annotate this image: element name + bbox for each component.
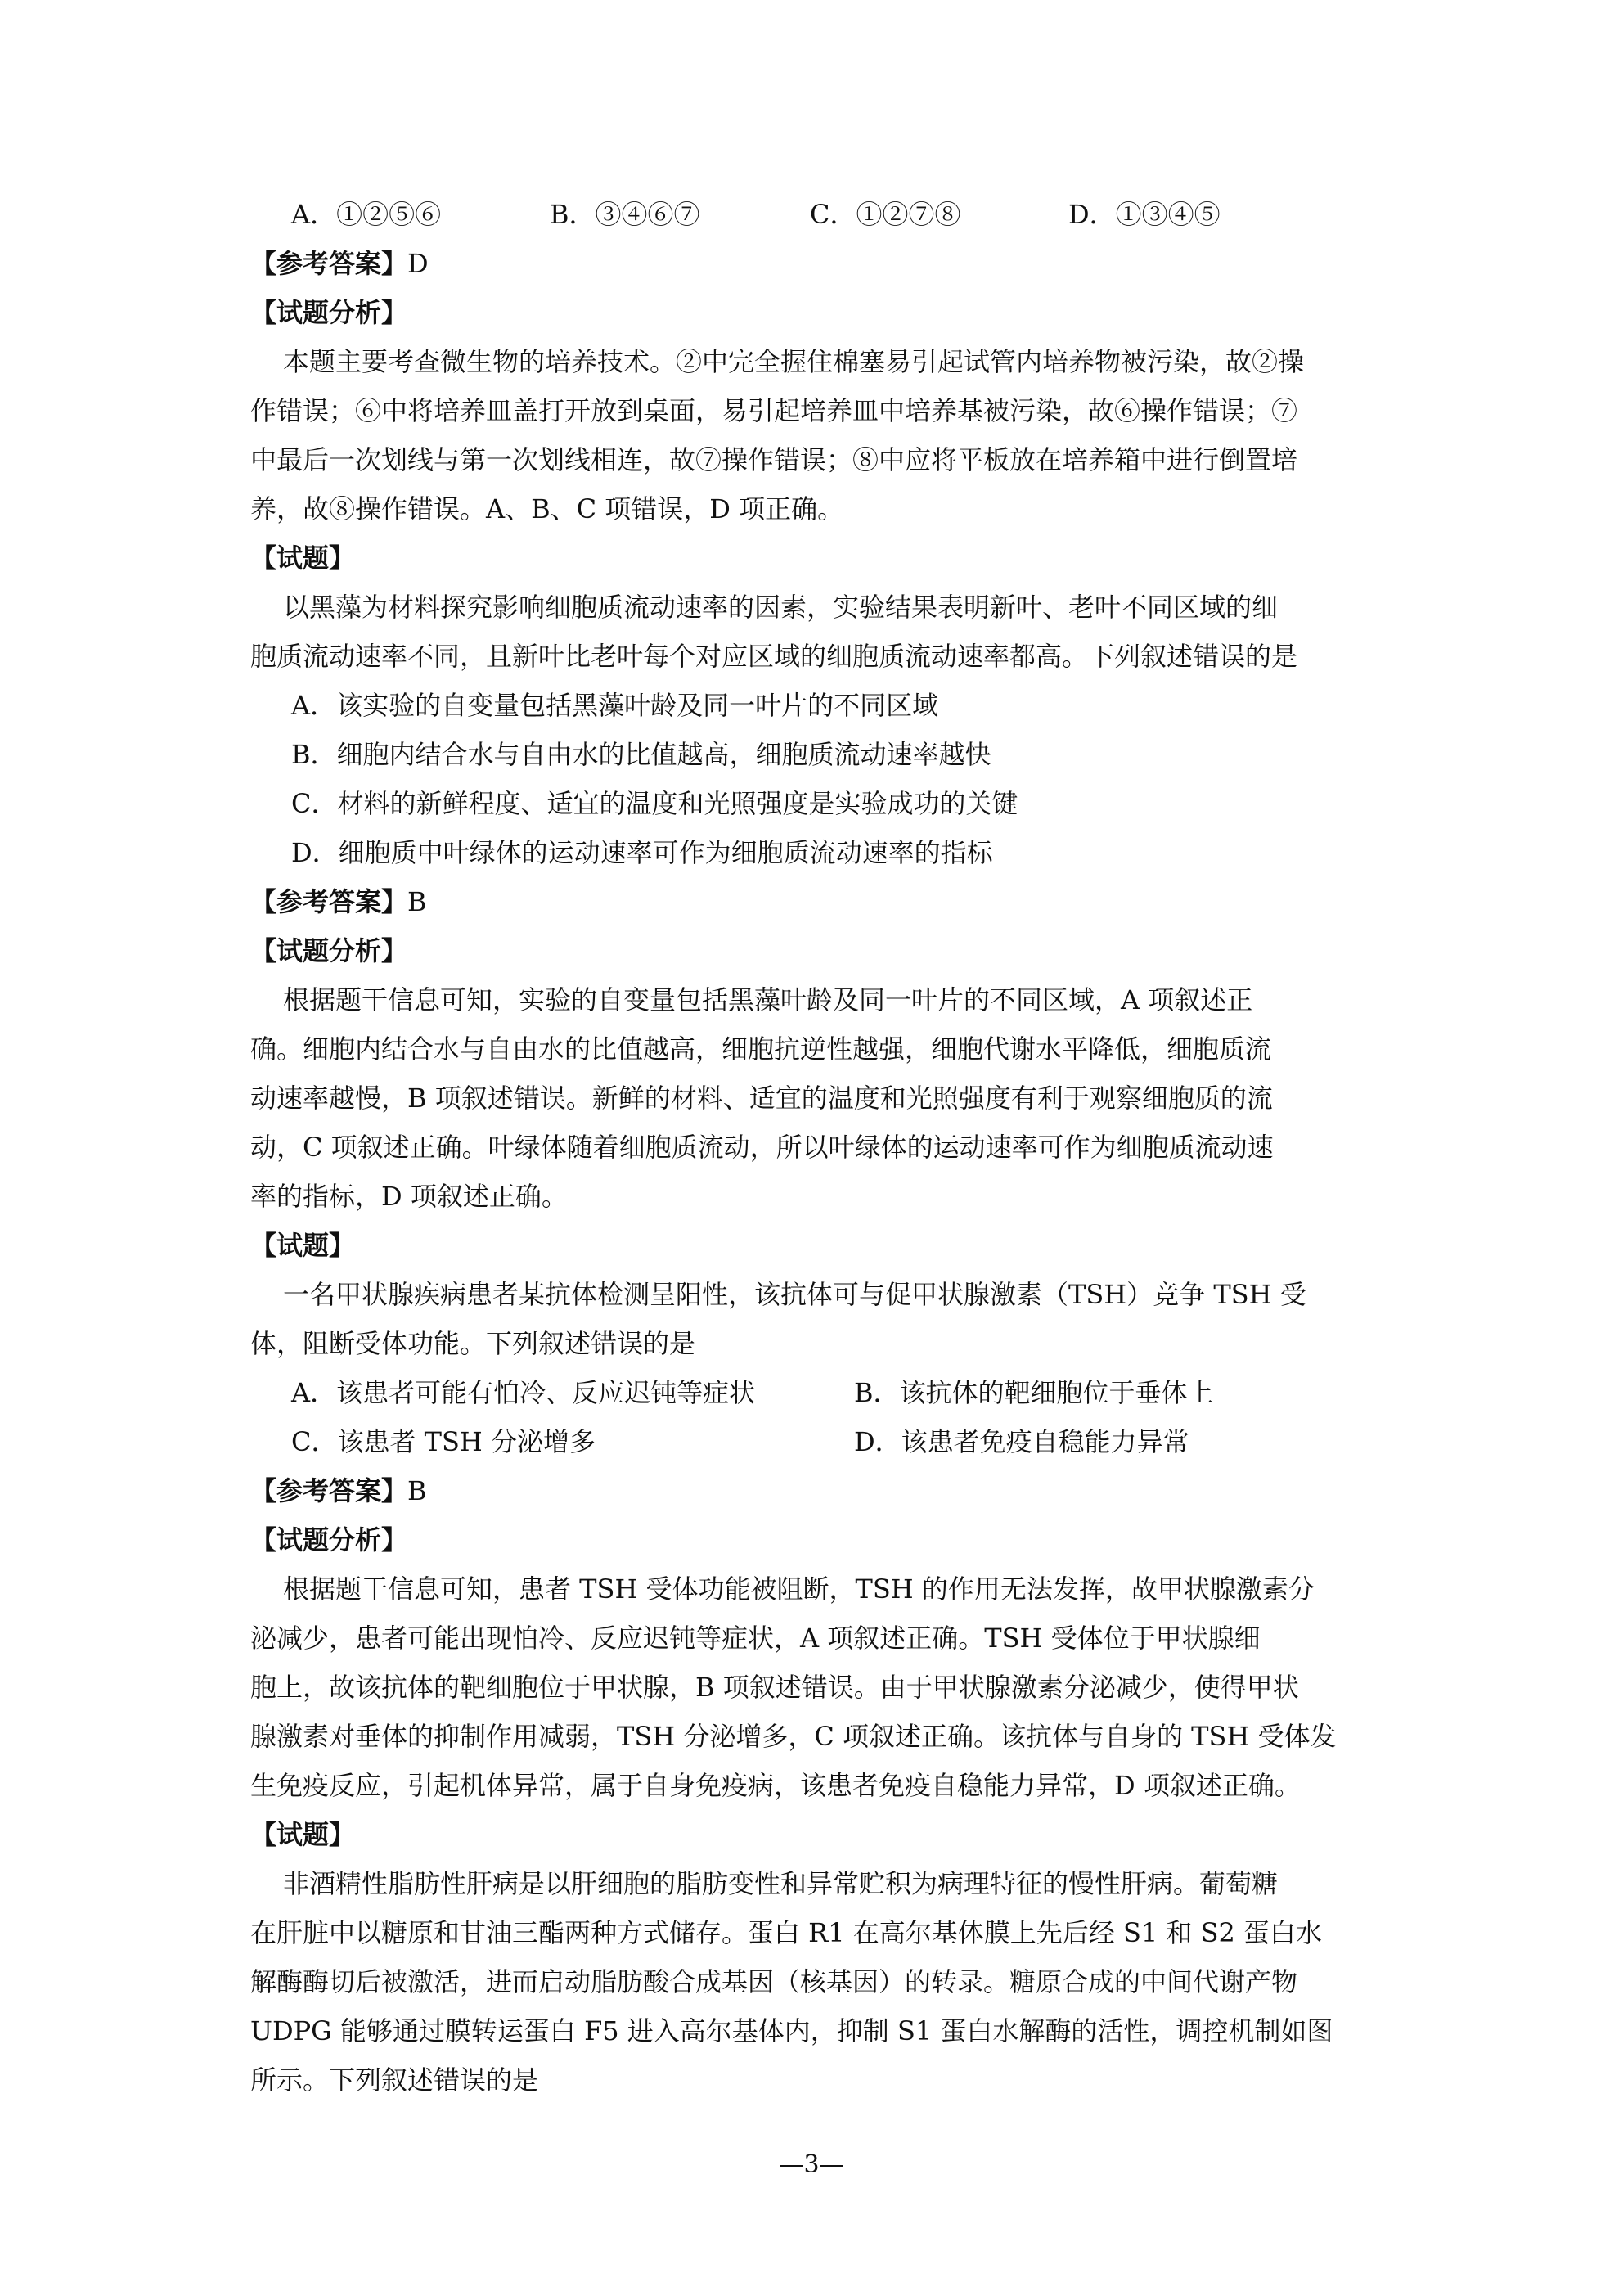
q2-analysis-line: 确。细胞内结合水与自由水的比值越高，细胞抗逆性越强，细胞代谢水平降低，细胞质流	[250, 1033, 1272, 1065]
answer-value: B	[407, 1475, 427, 1506]
q3-analysis-line: 生免疫反应，引起机体异常，属于自身免疫病，该患者免疫自稳能力异常，D 项叙述正确。	[250, 1770, 1301, 1801]
q2-option-a: A．该实验的自变量包括黑藻叶龄及同一叶片的不同区域	[291, 690, 939, 721]
q2-answer	[250, 882, 1396, 921]
q4-stem-line: 在肝脏中以糖原和甘油三酯两种方式储存。蛋白 R1 在高尔基体膜上先后经 S1 和 S2 蛋白水	[250, 1917, 1323, 1948]
q2-analysis-line: 动，C 项叙述正确。叶绿体随着细胞质流动，所以叶绿体的运动速率可作为细胞质流动速	[250, 1132, 1274, 1163]
q1-option-b: B．③④⑥⑦	[550, 199, 700, 230]
q4-heading: 【试题】	[250, 1819, 356, 1850]
q1-analysis-line: 本题主要考查微生物的培养技术。②中完全握住棉塞易引起试管内培养物被污染，故②操	[283, 346, 1305, 377]
q2-option-b: B．细胞内结合水与自由水的比值越高，细胞质流动速率越快	[291, 739, 991, 770]
q3-analysis-label: 【试题分析】	[250, 1524, 408, 1555]
answer-value: D	[407, 248, 429, 279]
q2-option-d: D．细胞质中叶绿体的运动速率可作为细胞质流动速率的指标	[291, 837, 993, 868]
answer-value: B	[407, 886, 427, 917]
q3-stem-line: 一名甲状腺疾病患者某抗体检测呈阳性，该抗体可与促甲状腺激素（TSH）竞争 TSH 受	[283, 1279, 1306, 1310]
answer-label: 【参考答案】	[250, 248, 408, 279]
q4-stem-line: 解酶酶切后被激活，进而启动脂肪酸合成基因（核基因）的转录。糖原合成的中间代谢产物	[250, 1966, 1298, 1997]
q4-stem-line: 非酒精性脂肪性肝病是以肝细胞的脂肪变性和异常贮积为病理特征的慢性肝病。葡萄糖	[283, 1868, 1279, 1899]
q3-analysis-line: 胞上，故该抗体的靶细胞位于甲状腺，B 项叙述错误。由于甲状腺激素分泌减少，使得甲状	[250, 1672, 1299, 1703]
q4-stem-line: 所示。下列叙述错误的是	[250, 2064, 539, 2096]
q2-analysis-line: 率的指标，D 项叙述正确。	[250, 1181, 568, 1212]
q3-analysis-line: 腺激素对垂体的抑制作用减弱，TSH 分泌增多，C 项叙述正确。该抗体与自身的 TSH 受体发	[250, 1721, 1337, 1752]
q1-analysis-line: 养，故⑧操作错误。A、B、C 项错误，D 项正确。	[250, 493, 844, 524]
answer-label: 【参考答案】	[250, 1475, 408, 1506]
q2-analysis-label: 【试题分析】	[250, 935, 408, 966]
q1-option-c: C．①②⑦⑧	[810, 199, 961, 230]
q3-analysis-line: 根据题干信息可知，患者 TSH 受体功能被阻断，TSH 的作用无法发挥，故甲状腺激素分	[283, 1573, 1315, 1605]
q2-heading: 【试题】	[250, 542, 356, 574]
q4-stem-line: UDPG 能够通过膜转运蛋白 F5 进入高尔基体内，抑制 S1 蛋白水解酶的活性，调控机制如图	[250, 2015, 1333, 2046]
q3-option-a: A．该患者可能有怕冷、反应迟钝等症状	[291, 1377, 756, 1408]
q3-heading: 【试题】	[250, 1230, 356, 1261]
q3-stem-line: 体，阻断受体功能。下列叙述错误的是	[250, 1328, 696, 1359]
q1-answer	[250, 244, 1396, 283]
q2-option-c: C．材料的新鲜程度、适宜的温度和光照强度是实验成功的关键	[291, 788, 1018, 819]
q1-option-a: A．①②⑤⑥	[291, 199, 442, 230]
q1-option-d: D．①③④⑤	[1068, 199, 1221, 230]
q3-option-c: C．该患者 TSH 分泌增多	[291, 1426, 596, 1457]
q3-option-d: D．该患者免疫自稳能力异常	[854, 1426, 1189, 1457]
q2-analysis-line: 动速率越慢，B 项叙述错误。新鲜的材料、适宜的温度和光照强度有利于观察细胞质的流	[250, 1083, 1273, 1114]
q1-analysis-line: 作错误；⑥中将培养皿盖打开放到桌面，易引起培养皿中培养基被污染，故⑥操作错误；⑦	[250, 395, 1298, 426]
q3-answer	[250, 1471, 1396, 1510]
q3-analysis-line: 泌减少，患者可能出现怕冷、反应迟钝等症状，A 项叙述正确。TSH 受体位于甲状腺细	[250, 1623, 1261, 1654]
q1-analysis-line: 中最后一次划线与第一次划线相连，故⑦操作错误；⑧中应将平板放在培养箱中进行倒置培	[250, 444, 1298, 475]
q2-stem-line: 以黑藻为材料探究影响细胞质流动速率的因素，实验结果表明新叶、老叶不同区域的细	[283, 592, 1279, 623]
answer-label: 【参考答案】	[250, 886, 408, 917]
q2-analysis-line: 根据题干信息可知，实验的自变量包括黑藻叶龄及同一叶片的不同区域，A 项叙述正	[283, 984, 1253, 1015]
q2-stem-line: 胞质流动速率不同，且新叶比老叶每个对应区域的细胞质流动速率都高。下列叙述错误的是	[250, 641, 1298, 672]
page-number: —3—	[779, 2150, 844, 2179]
q3-option-b: B．该抗体的靶细胞位于垂体上	[854, 1377, 1214, 1408]
q1-analysis-label: 【试题分析】	[250, 297, 408, 328]
